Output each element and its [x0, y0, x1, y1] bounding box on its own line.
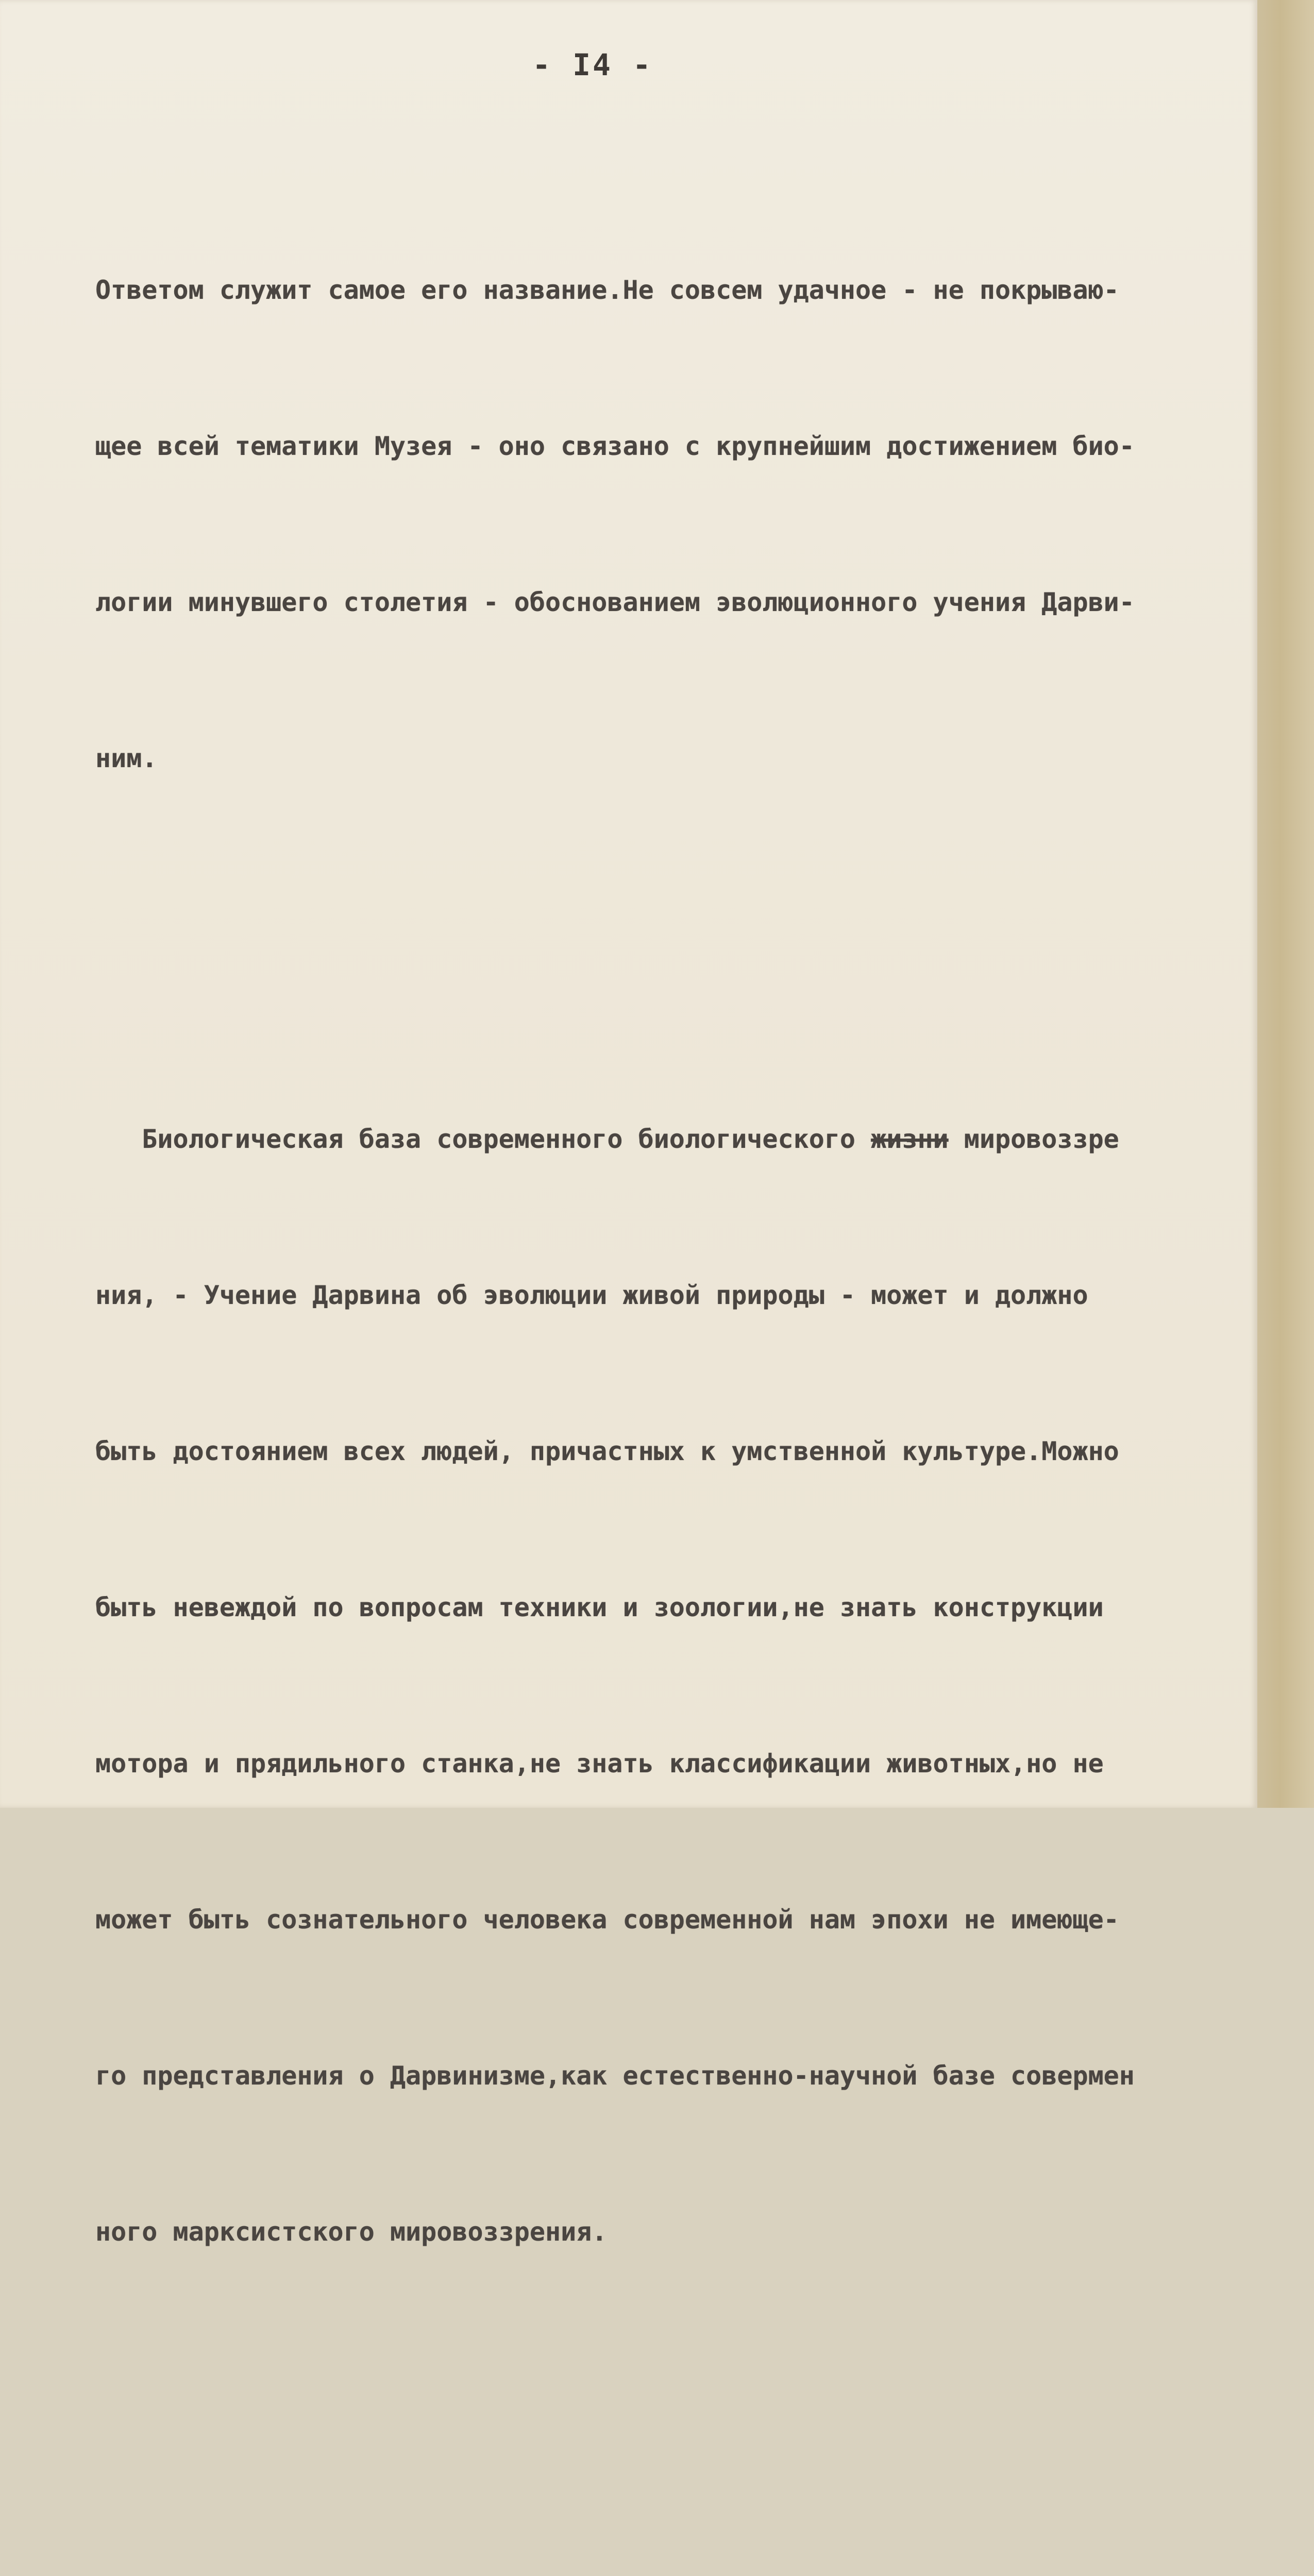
text-line: Биологическая база современного биологического жизни мировоззре — [95, 1124, 1119, 1154]
text-line: мотора и прядильного станка,не знать классификации животных,но не — [95, 1749, 1104, 1778]
text-line: ним. — [95, 743, 158, 773]
text-line: быть невеждой по вопросам техники и зоологии,не знать конструкции — [95, 1592, 1104, 1622]
text-line: может быть сознательного человека современной нам эпохи не имеюще- — [95, 1905, 1119, 1935]
text-line: быть достоянием всех людей, причастных к умственной культуре.Можно — [95, 1436, 1119, 1466]
text-line: Ответом служит самое его название.Не совсем удачное - не покрываю- — [95, 275, 1119, 305]
page-body — [95, 108, 1265, 2576]
page-edge — [1257, 0, 1314, 1808]
text-line: ния, - Учение Дарвина об эволюции живой природы - может и должно — [95, 1280, 1088, 1310]
text-line: логии минувшего столетия - обоснованием эволюционного учения Дарви- — [95, 587, 1135, 617]
text-line: ного марксистского мировоззрения. — [95, 2217, 608, 2247]
text-line: го представления о Дарвинизме,как естественно-научной базе совермен — [95, 2061, 1135, 2091]
text-line: щее всей тематики Музея - оно связано с крупнейшим достижением био- — [95, 431, 1135, 461]
page-number: - I4 - — [532, 47, 653, 82]
struck-word: жизни — [871, 1124, 949, 1154]
